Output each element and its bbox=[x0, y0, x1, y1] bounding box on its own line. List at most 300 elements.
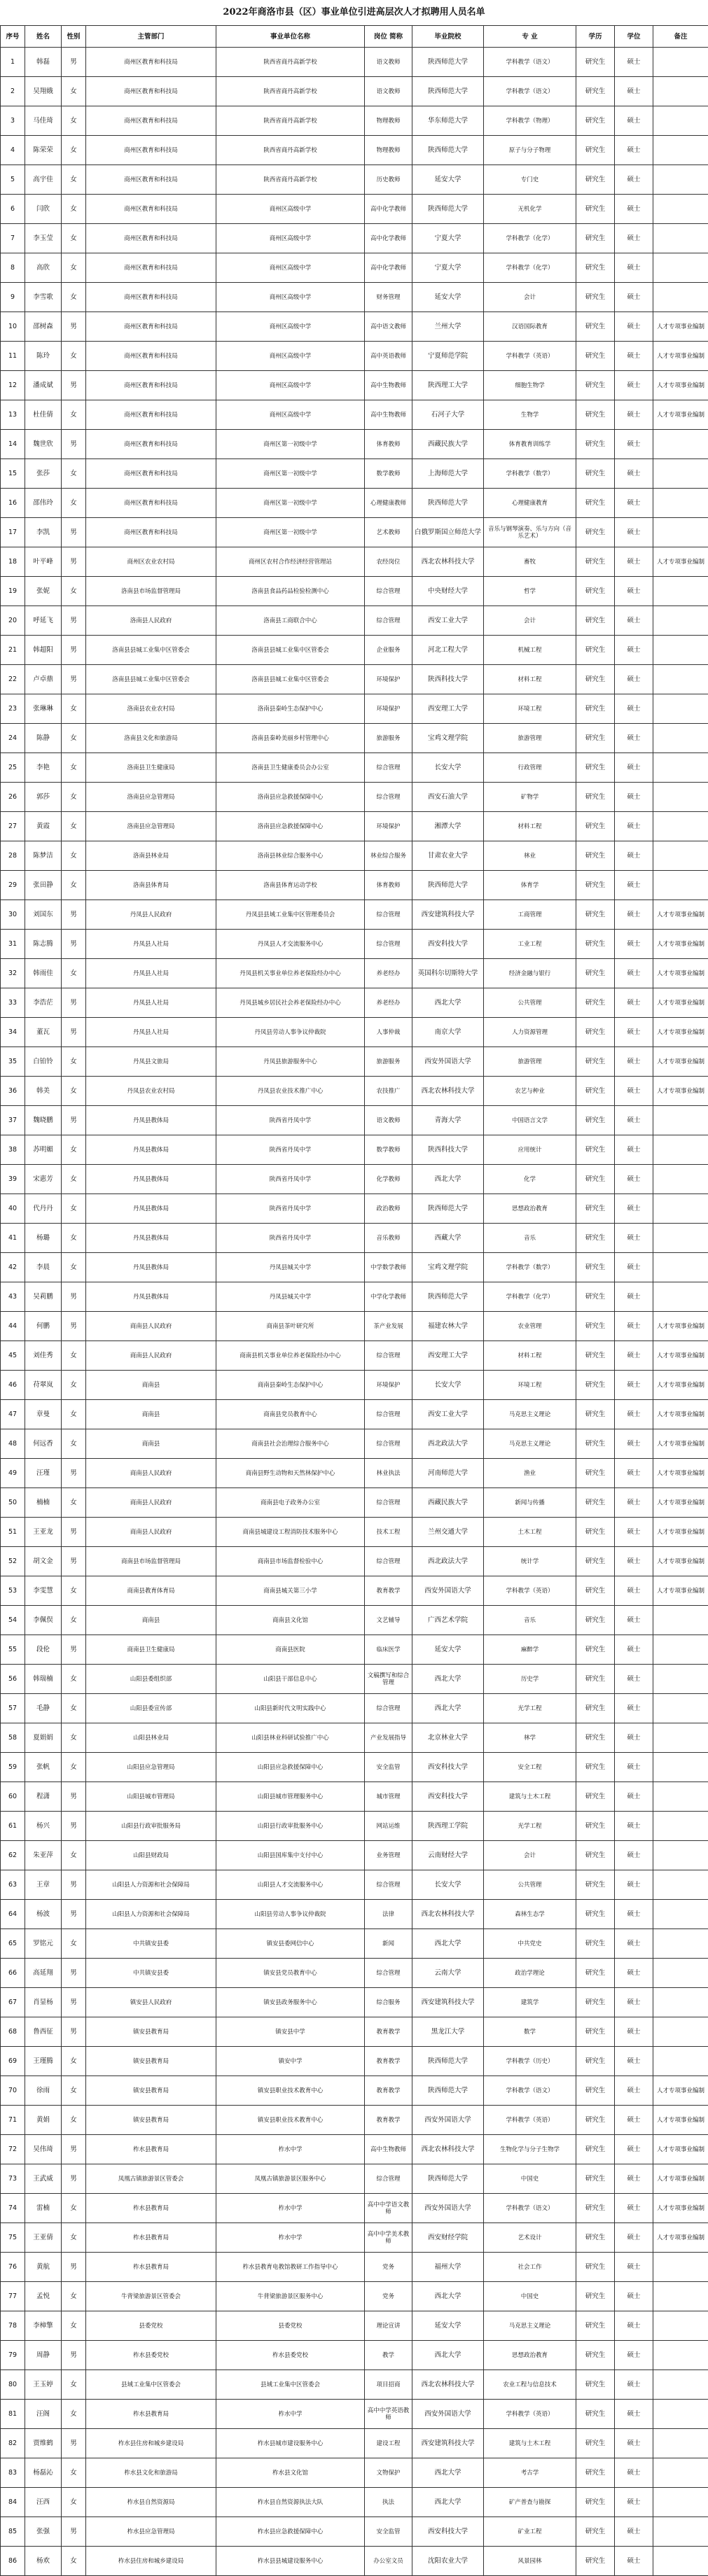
school-cell: 陕西师范大学 bbox=[412, 48, 484, 77]
education-cell: 研究生 bbox=[576, 136, 615, 165]
gender-cell: 女 bbox=[62, 342, 86, 371]
table-row bbox=[1, 1312, 708, 1341]
gender-cell: 女 bbox=[62, 871, 86, 900]
degree-cell: 硕士 bbox=[615, 1194, 653, 1224]
education-cell: 研究生 bbox=[576, 1665, 615, 1694]
remark-cell: 人才专项事业编制 bbox=[653, 371, 708, 400]
major-cell: 人力资源管理 bbox=[484, 1018, 576, 1047]
degree-cell: 硕士 bbox=[615, 783, 653, 812]
position-cell: 财务管理 bbox=[365, 283, 412, 312]
remark-cell bbox=[653, 1106, 708, 1135]
remark-cell bbox=[653, 2547, 708, 2576]
name-cell: 呼延飞 bbox=[25, 606, 62, 636]
major-cell: 学科教学（英语） bbox=[484, 2400, 576, 2429]
name-cell: 陈静 bbox=[25, 724, 62, 753]
department-cell: 牛背梁旅游景区管委会 bbox=[86, 2282, 216, 2311]
degree-cell: 硕士 bbox=[615, 2164, 653, 2194]
name-cell: 何远香 bbox=[25, 1429, 62, 1459]
table-row bbox=[1, 2429, 708, 2458]
gender-cell: 女 bbox=[62, 77, 86, 106]
major-cell: 学科教学（英语） bbox=[484, 342, 576, 371]
name-cell: 张莎 bbox=[25, 459, 62, 489]
unit-cell: 商南县城关第三小学 bbox=[216, 1576, 365, 1606]
education-cell: 研究生 bbox=[576, 1635, 615, 1665]
position-cell: 技术工程 bbox=[365, 1518, 412, 1547]
school-cell: 西安外国语大学 bbox=[412, 2194, 484, 2223]
degree-cell: 硕士 bbox=[615, 577, 653, 606]
name-cell: 杨欢 bbox=[25, 2547, 62, 2576]
unit-cell: 商州区第一初级中学 bbox=[216, 518, 365, 547]
department-cell: 商州区教育和科技局 bbox=[86, 400, 216, 430]
position-cell: 建设工程 bbox=[365, 2429, 412, 2458]
gender-cell: 女 bbox=[62, 1341, 86, 1371]
major-cell: 环境工程 bbox=[484, 1371, 576, 1400]
position-cell: 物理教师 bbox=[365, 136, 412, 165]
department-cell: 商南县市场监督管理局 bbox=[86, 1547, 216, 1576]
position-cell: 体育教师 bbox=[365, 871, 412, 900]
department-cell: 商州区教育和科技局 bbox=[86, 165, 216, 195]
school-cell: 英国科尔切斯特大学 bbox=[412, 959, 484, 988]
row-number: 51 bbox=[1, 1518, 25, 1547]
education-cell: 研究生 bbox=[576, 1047, 615, 1077]
school-cell: 西安理工大学 bbox=[412, 694, 484, 724]
name-cell: 王亚倩 bbox=[25, 2223, 62, 2253]
degree-cell: 硕士 bbox=[615, 48, 653, 77]
degree-cell: 硕士 bbox=[615, 2488, 653, 2517]
education-cell: 研究生 bbox=[576, 577, 615, 606]
department-cell: 丹凤县人社局 bbox=[86, 1018, 216, 1047]
row-number: 14 bbox=[1, 430, 25, 459]
row-number: 81 bbox=[1, 2400, 25, 2429]
school-cell: 西安工业大学 bbox=[412, 1400, 484, 1429]
gender-cell: 女 bbox=[62, 224, 86, 253]
gender-cell: 女 bbox=[62, 1400, 86, 1429]
major-cell: 学科教学（数学） bbox=[484, 1253, 576, 1282]
row-number: 46 bbox=[1, 1371, 25, 1400]
degree-cell: 硕士 bbox=[615, 1812, 653, 1841]
table-row bbox=[1, 2253, 708, 2282]
major-cell: 专门史 bbox=[484, 165, 576, 195]
row-number: 71 bbox=[1, 2106, 25, 2135]
gender-cell: 女 bbox=[62, 2076, 86, 2106]
table-row bbox=[1, 253, 708, 283]
degree-cell: 硕士 bbox=[615, 900, 653, 930]
table-row bbox=[1, 1253, 708, 1282]
unit-cell: 洛南县秦岭生态保护中心 bbox=[216, 694, 365, 724]
degree-cell: 硕士 bbox=[615, 1988, 653, 2017]
name-cell: 汪瑾 bbox=[25, 1459, 62, 1488]
position-cell: 历史教师 bbox=[365, 165, 412, 195]
header-cell: 专 业 bbox=[484, 26, 576, 48]
position-cell: 心理健康教师 bbox=[365, 489, 412, 518]
remark-cell bbox=[653, 1635, 708, 1665]
education-cell: 研究生 bbox=[576, 2370, 615, 2400]
degree-cell: 硕士 bbox=[615, 1077, 653, 1106]
position-cell: 安全监管 bbox=[365, 1753, 412, 1782]
department-cell: 柞水县教育局 bbox=[86, 2400, 216, 2429]
degree-cell: 硕士 bbox=[615, 283, 653, 312]
name-cell: 白铂铃 bbox=[25, 1047, 62, 1077]
gender-cell: 女 bbox=[62, 2282, 86, 2311]
position-cell: 中学化学教师 bbox=[365, 1282, 412, 1312]
education-cell: 研究生 bbox=[576, 959, 615, 988]
degree-cell: 硕士 bbox=[615, 2311, 653, 2341]
name-cell: 杨璐 bbox=[25, 1224, 62, 1253]
degree-cell: 硕士 bbox=[615, 312, 653, 342]
gender-cell: 男 bbox=[62, 518, 86, 547]
department-cell: 商南县人民政府 bbox=[86, 1518, 216, 1547]
name-cell: 杨兴 bbox=[25, 1812, 62, 1841]
table-body bbox=[1, 48, 708, 2576]
table-row bbox=[1, 489, 708, 518]
department-cell: 商南县 bbox=[86, 1606, 216, 1635]
major-cell: 林业 bbox=[484, 841, 576, 871]
department-cell: 商州区教育和科技局 bbox=[86, 430, 216, 459]
position-cell: 高中英语教师 bbox=[365, 342, 412, 371]
row-number: 68 bbox=[1, 2017, 25, 2047]
table-row bbox=[1, 1165, 708, 1194]
table-row bbox=[1, 2047, 708, 2076]
remark-cell bbox=[653, 283, 708, 312]
remark-cell: 人才专项事业编制 bbox=[653, 1459, 708, 1488]
name-cell: 邵伟玲 bbox=[25, 489, 62, 518]
table-row bbox=[1, 988, 708, 1018]
gender-cell: 女 bbox=[62, 2488, 86, 2517]
name-cell: 高延翔 bbox=[25, 1959, 62, 1988]
table-row bbox=[1, 106, 708, 136]
remark-cell: 人才专项事业编制 bbox=[653, 547, 708, 577]
department-cell: 镇安县教育局 bbox=[86, 2017, 216, 2047]
gender-cell: 女 bbox=[62, 253, 86, 283]
table-header-row bbox=[1, 26, 708, 48]
department-cell: 中共镇安县委 bbox=[86, 1959, 216, 1988]
remark-cell: 人才专项事业编制 bbox=[653, 1518, 708, 1547]
degree-cell: 硕士 bbox=[615, 1341, 653, 1371]
position-cell: 语文教师 bbox=[365, 48, 412, 77]
degree-cell: 硕士 bbox=[615, 930, 653, 959]
table-row bbox=[1, 2400, 708, 2429]
position-cell: 综合管理 bbox=[365, 1429, 412, 1459]
department-cell: 山阳县林业局 bbox=[86, 1723, 216, 1753]
remark-cell: 人才专项事业编制 bbox=[653, 2106, 708, 2135]
table-row bbox=[1, 724, 708, 753]
position-cell: 项目招商 bbox=[365, 2370, 412, 2400]
position-cell: 音乐教师 bbox=[365, 1224, 412, 1253]
remark-cell bbox=[653, 489, 708, 518]
remark-cell bbox=[653, 1224, 708, 1253]
table-row bbox=[1, 195, 708, 224]
school-cell: 河北工程大学 bbox=[412, 636, 484, 665]
table-row bbox=[1, 1400, 708, 1429]
unit-cell: 陕西省商丹高新学校 bbox=[216, 136, 365, 165]
position-cell: 业务管理 bbox=[365, 1841, 412, 1870]
education-cell: 研究生 bbox=[576, 724, 615, 753]
remark-cell: 人才专项事业编制 bbox=[653, 900, 708, 930]
department-cell: 商南县卫生健康局 bbox=[86, 1635, 216, 1665]
department-cell: 柞水县委党校 bbox=[86, 2341, 216, 2370]
major-cell: 公共管理 bbox=[484, 1870, 576, 1900]
education-cell: 研究生 bbox=[576, 1870, 615, 1900]
major-cell: 土木工程 bbox=[484, 1518, 576, 1547]
department-cell: 洛南县市场监督管理局 bbox=[86, 577, 216, 606]
education-cell: 研究生 bbox=[576, 1723, 615, 1753]
row-number: 44 bbox=[1, 1312, 25, 1341]
school-cell: 西安石油大学 bbox=[412, 783, 484, 812]
remark-cell bbox=[653, 1606, 708, 1635]
name-cell: 魏世欣 bbox=[25, 430, 62, 459]
major-cell: 思想政治教育 bbox=[484, 2341, 576, 2370]
department-cell: 洛南县林业局 bbox=[86, 841, 216, 871]
row-number: 32 bbox=[1, 959, 25, 988]
table-row bbox=[1, 1870, 708, 1900]
table-row bbox=[1, 1547, 708, 1576]
table-row bbox=[1, 959, 708, 988]
school-cell: 云南大学 bbox=[412, 1959, 484, 1988]
major-cell: 安全工程 bbox=[484, 1753, 576, 1782]
gender-cell: 女 bbox=[62, 1929, 86, 1959]
education-cell: 研究生 bbox=[576, 1312, 615, 1341]
school-cell: 福建农林大学 bbox=[412, 1312, 484, 1341]
degree-cell: 硕士 bbox=[615, 1576, 653, 1606]
position-cell: 执法 bbox=[365, 2488, 412, 2517]
position-cell: 高中化学教师 bbox=[365, 253, 412, 283]
name-cell: 段伦 bbox=[25, 1635, 62, 1665]
department-cell: 丹凤县教体局 bbox=[86, 1106, 216, 1135]
gender-cell: 女 bbox=[62, 283, 86, 312]
position-cell: 综合管理 bbox=[365, 1694, 412, 1723]
unit-cell: 山阳县人才交流服务中心 bbox=[216, 1870, 365, 1900]
row-number: 30 bbox=[1, 900, 25, 930]
unit-cell: 洛南县县城工业集中区管委会 bbox=[216, 636, 365, 665]
gender-cell: 男 bbox=[62, 547, 86, 577]
school-cell: 延安大学 bbox=[412, 1635, 484, 1665]
remark-cell bbox=[653, 2458, 708, 2488]
table-row bbox=[1, 1459, 708, 1488]
major-cell: 光学工程 bbox=[484, 1812, 576, 1841]
unit-cell: 牛背梁旅游景区服务中心 bbox=[216, 2282, 365, 2311]
position-cell: 林业综合服务 bbox=[365, 841, 412, 871]
remark-cell bbox=[653, 694, 708, 724]
education-cell: 研究生 bbox=[576, 1576, 615, 1606]
unit-cell: 商南县市场监督检验中心 bbox=[216, 1547, 365, 1576]
education-cell: 研究生 bbox=[576, 2400, 615, 2429]
major-cell: 建筑与土木工程 bbox=[484, 1782, 576, 1812]
row-number: 13 bbox=[1, 400, 25, 430]
table-row bbox=[1, 430, 708, 459]
name-cell: 陈梦洁 bbox=[25, 841, 62, 871]
education-cell: 研究生 bbox=[576, 1224, 615, 1253]
gender-cell: 男 bbox=[62, 1900, 86, 1929]
remark-cell bbox=[653, 1900, 708, 1929]
name-cell: 夏娟娟 bbox=[25, 1723, 62, 1753]
school-cell: 陕西师范大学 bbox=[412, 77, 484, 106]
department-cell: 柞水县自然资源局 bbox=[86, 2488, 216, 2517]
table-row bbox=[1, 1959, 708, 1988]
gender-cell: 女 bbox=[62, 1253, 86, 1282]
header-cell: 学历 bbox=[576, 26, 615, 48]
school-cell: 西安外国语大学 bbox=[412, 2106, 484, 2135]
row-number: 39 bbox=[1, 1165, 25, 1194]
department-cell: 洛南县县城工业集中区管委会 bbox=[86, 636, 216, 665]
department-cell: 商州区教育和科技局 bbox=[86, 342, 216, 371]
school-cell: 西安科技大学 bbox=[412, 930, 484, 959]
education-cell: 研究生 bbox=[576, 1488, 615, 1518]
education-cell: 研究生 bbox=[576, 2311, 615, 2341]
gender-cell: 女 bbox=[62, 1753, 86, 1782]
gender-cell: 女 bbox=[62, 2458, 86, 2488]
education-cell: 研究生 bbox=[576, 253, 615, 283]
gender-cell: 男 bbox=[62, 636, 86, 665]
name-cell: 宋惠芳 bbox=[25, 1165, 62, 1194]
major-cell: 体育学 bbox=[484, 871, 576, 900]
table-row bbox=[1, 2311, 708, 2341]
name-cell: 李晨 bbox=[25, 1253, 62, 1282]
table-row bbox=[1, 1341, 708, 1371]
school-cell: 西北大学 bbox=[412, 1694, 484, 1723]
name-cell: 吴翔娥 bbox=[25, 77, 62, 106]
department-cell: 洛南县文化和旅游局 bbox=[86, 724, 216, 753]
name-cell: 张帆 bbox=[25, 1753, 62, 1782]
gender-cell: 女 bbox=[62, 1047, 86, 1077]
degree-cell: 硕士 bbox=[615, 1371, 653, 1400]
remark-cell bbox=[653, 1988, 708, 2017]
education-cell: 研究生 bbox=[576, 2458, 615, 2488]
remark-cell bbox=[653, 2400, 708, 2429]
education-cell: 研究生 bbox=[576, 988, 615, 1018]
unit-cell: 商州区高级中学 bbox=[216, 195, 365, 224]
row-number: 48 bbox=[1, 1429, 25, 1459]
school-cell: 南京大学 bbox=[412, 1018, 484, 1047]
row-number: 34 bbox=[1, 1018, 25, 1047]
major-cell: 会计 bbox=[484, 283, 576, 312]
degree-cell: 硕士 bbox=[615, 1459, 653, 1488]
major-cell: 学科教学（语文） bbox=[484, 2194, 576, 2223]
department-cell: 丹凤县人社局 bbox=[86, 930, 216, 959]
education-cell: 研究生 bbox=[576, 1077, 615, 1106]
degree-cell: 硕士 bbox=[615, 606, 653, 636]
school-cell: 宝鸡文理学院 bbox=[412, 1253, 484, 1282]
unit-cell: 陕西省丹凤中学 bbox=[216, 1135, 365, 1165]
position-cell: 新闻 bbox=[365, 1929, 412, 1959]
table-row bbox=[1, 665, 708, 694]
school-cell: 青海大学 bbox=[412, 1106, 484, 1135]
remark-cell bbox=[653, 1812, 708, 1841]
degree-cell: 硕士 bbox=[615, 253, 653, 283]
name-cell: 周静 bbox=[25, 2341, 62, 2370]
gender-cell: 女 bbox=[62, 753, 86, 783]
major-cell: 学科教学（化学） bbox=[484, 1282, 576, 1312]
row-number: 24 bbox=[1, 724, 25, 753]
name-cell: 潘成斌 bbox=[25, 371, 62, 400]
remark-cell bbox=[653, 77, 708, 106]
table-row bbox=[1, 2076, 708, 2106]
remark-cell: 人才专项事业编制 bbox=[653, 1018, 708, 1047]
table-row bbox=[1, 930, 708, 959]
position-cell: 农技推广 bbox=[365, 1077, 412, 1106]
position-cell: 高中生物教师 bbox=[365, 371, 412, 400]
department-cell: 商南县人民政府 bbox=[86, 1312, 216, 1341]
unit-cell: 山阳县城市管理服务中心 bbox=[216, 1782, 365, 1812]
education-cell: 研究生 bbox=[576, 1135, 615, 1165]
education-cell: 研究生 bbox=[576, 2017, 615, 2047]
table-row bbox=[1, 165, 708, 195]
name-cell: 王亚龙 bbox=[25, 1518, 62, 1547]
unit-cell: 柞水中学 bbox=[216, 2135, 365, 2164]
name-cell: 李凯 bbox=[25, 518, 62, 547]
remark-cell bbox=[653, 106, 708, 136]
row-number: 42 bbox=[1, 1253, 25, 1282]
row-number: 28 bbox=[1, 841, 25, 871]
major-cell: 生物学 bbox=[484, 400, 576, 430]
name-cell: 韩超阳 bbox=[25, 636, 62, 665]
education-cell: 研究生 bbox=[576, 2253, 615, 2282]
gender-cell: 女 bbox=[62, 1576, 86, 1606]
unit-cell: 柞水县文化馆 bbox=[216, 2458, 365, 2488]
unit-cell: 丹凤县人才交流服务中心 bbox=[216, 930, 365, 959]
gender-cell: 男 bbox=[62, 665, 86, 694]
table-row bbox=[1, 48, 708, 77]
position-cell: 环境保护 bbox=[365, 812, 412, 841]
remark-cell: 人才专项事业编制 bbox=[653, 342, 708, 371]
department-cell: 镇安县教育局 bbox=[86, 2076, 216, 2106]
position-cell: 林业执法 bbox=[365, 1459, 412, 1488]
unit-cell: 镇安县政务服务中心 bbox=[216, 1988, 365, 2017]
degree-cell: 硕士 bbox=[615, 1929, 653, 1959]
education-cell: 研究生 bbox=[576, 1194, 615, 1224]
degree-cell: 硕士 bbox=[615, 106, 653, 136]
table-row bbox=[1, 1429, 708, 1459]
school-cell: 西北农林科技大学 bbox=[412, 2135, 484, 2164]
degree-cell: 硕士 bbox=[615, 1782, 653, 1812]
unit-cell: 丹凤县城乡居民社会养老保险经办中心 bbox=[216, 988, 365, 1018]
school-cell: 西藏大学 bbox=[412, 1224, 484, 1253]
school-cell: 兰州大学 bbox=[412, 312, 484, 342]
major-cell: 马克思主义理论 bbox=[484, 1400, 576, 1429]
remark-cell: 人才专项事业编制 bbox=[653, 988, 708, 1018]
department-cell: 山阳县委组织部 bbox=[86, 1665, 216, 1694]
degree-cell: 硕士 bbox=[615, 1224, 653, 1253]
row-number: 80 bbox=[1, 2370, 25, 2400]
school-cell: 兰州交通大学 bbox=[412, 1518, 484, 1547]
name-cell: 汪西 bbox=[25, 2488, 62, 2517]
table-row bbox=[1, 1077, 708, 1106]
department-cell: 柞水县教育局 bbox=[86, 2135, 216, 2164]
remark-cell bbox=[653, 253, 708, 283]
school-cell: 宝鸡文理学院 bbox=[412, 724, 484, 753]
department-cell: 洛南县应急管理局 bbox=[86, 783, 216, 812]
remark-cell bbox=[653, 1723, 708, 1753]
remark-cell bbox=[653, 1959, 708, 1988]
remark-cell bbox=[653, 724, 708, 753]
remark-cell bbox=[653, 2282, 708, 2311]
department-cell: 洛南县卫生健康局 bbox=[86, 753, 216, 783]
degree-cell: 硕士 bbox=[615, 518, 653, 547]
unit-cell: 山阳县应急救援保障中心 bbox=[216, 1753, 365, 1782]
degree-cell: 硕士 bbox=[615, 694, 653, 724]
row-number: 7 bbox=[1, 224, 25, 253]
education-cell: 研究生 bbox=[576, 2223, 615, 2253]
degree-cell: 硕士 bbox=[615, 2282, 653, 2311]
name-cell: 杨波 bbox=[25, 1900, 62, 1929]
table-row bbox=[1, 2517, 708, 2547]
degree-cell: 硕士 bbox=[615, 2106, 653, 2135]
position-cell: 综合管理 bbox=[365, 1870, 412, 1900]
name-cell: 胡文金 bbox=[25, 1547, 62, 1576]
name-cell: 王武威 bbox=[25, 2164, 62, 2194]
table-row bbox=[1, 2106, 708, 2135]
degree-cell: 硕士 bbox=[615, 2370, 653, 2400]
table-row bbox=[1, 753, 708, 783]
